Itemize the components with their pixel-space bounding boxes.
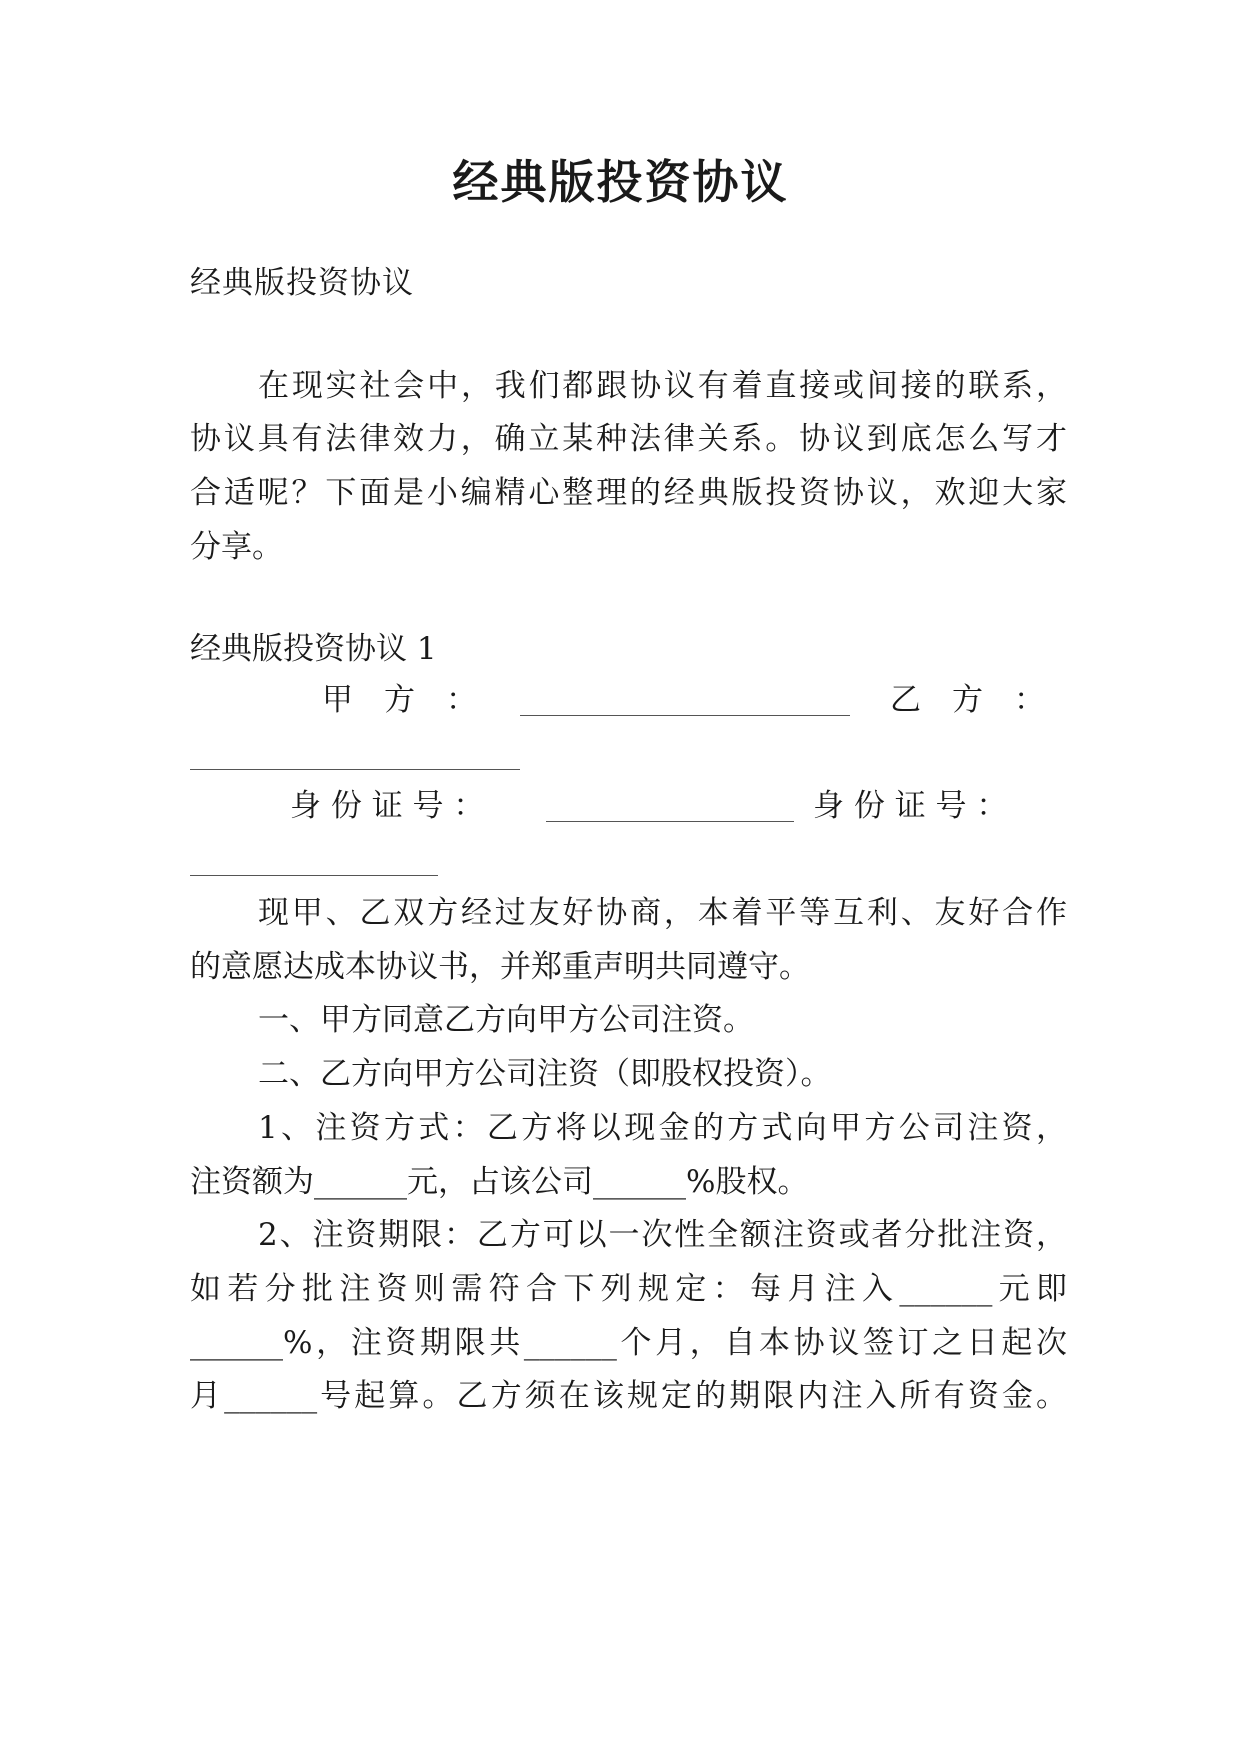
clause-2-2-line-2: 如若分批注资则需符合下列规定：每月注入______元即 <box>190 1271 1067 1307</box>
id-label-b: 身 份 证 号 ： <box>813 788 1008 824</box>
section-title: 经典版投资协议 1 <box>190 631 437 667</box>
id-label-a: 身 份 证 号 ： <box>290 788 485 824</box>
id-a-blank[interactable] <box>546 820 794 822</box>
body-line-1: 现甲、乙双方经过友好协商，本着平等互利、友好合作 <box>258 895 1067 931</box>
clause-2-1-line-1: 1、注资方式：乙方将以现金的方式向甲方公司注资， <box>258 1110 1067 1146</box>
clause-2: 二、乙方向甲方公司注资（即股权投资）。 <box>258 1056 832 1092</box>
document-subtitle: 经典版投资协议 <box>190 265 414 301</box>
clause-2-2-line-3: ______%，注资期限共______个月，自本协议签订之日起次 <box>190 1325 1067 1361</box>
party-a-blank[interactable] <box>520 714 850 716</box>
body-line-2: 的意愿达成本协议书，并郑重声明共同遵守。 <box>190 949 810 985</box>
intro-line-3: 合适呢？下面是小编精心整理的经典版投资协议，欢迎大家 <box>190 475 1067 511</box>
party-b-label: 乙 方 ： <box>890 682 1045 718</box>
clause-1: 一、甲方同意乙方向甲方公司注资。 <box>258 1002 754 1038</box>
party-a-label: 甲 方 ： <box>322 682 477 718</box>
intro-line-1: 在现实社会中，我们都跟协议有着直接或间接的联系， <box>258 368 1067 404</box>
clause-2-2-line-1: 2、注资期限：乙方可以一次性全额注资或者分批注资， <box>258 1217 1067 1253</box>
party-b-blank[interactable] <box>190 768 520 770</box>
clause-2-1-line-2: 注资额为______元，占该公司______%股权。 <box>190 1164 809 1200</box>
clause-2-2-line-4: 月______号起算。乙方须在该规定的期限内注入所有资金。 <box>190 1378 1067 1414</box>
intro-line-2: 协议具有法律效力，确立某种法律关系。协议到底怎么写才 <box>190 421 1067 457</box>
intro-line-4: 分享。 <box>190 529 283 565</box>
id-b-blank[interactable] <box>190 874 438 876</box>
document-title: 经典版投资协议 <box>452 155 789 209</box>
